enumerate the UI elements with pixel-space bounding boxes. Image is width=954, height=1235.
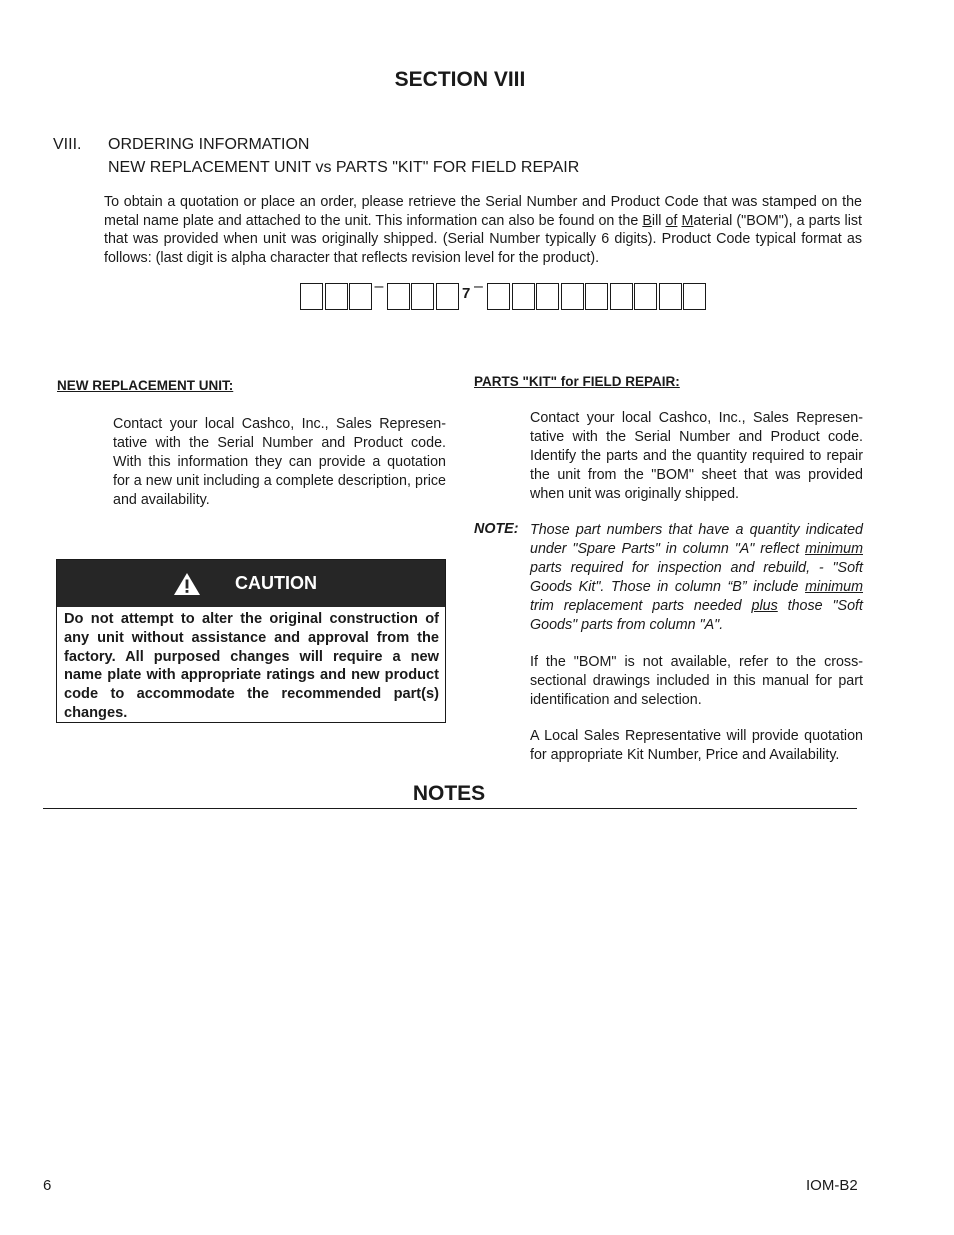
- code-digit-box: [387, 283, 410, 310]
- parts-kit-heading: PARTS "KIT" for FIELD REPAIR:: [474, 374, 680, 389]
- caution-title: CAUTION: [235, 573, 317, 593]
- warning-triangle-icon: [173, 572, 201, 596]
- notes-divider: [43, 808, 857, 809]
- heading-subtitle: NEW REPLACEMENT UNIT vs PARTS "KIT" FOR FIELD REPAIR: [108, 159, 580, 176]
- code-digit-box: [561, 283, 584, 310]
- code-digit-box: [585, 283, 608, 310]
- code-fixed-digit: 7: [462, 285, 471, 302]
- code-separator: –: [474, 278, 483, 295]
- product-code-format: [300, 278, 710, 311]
- heading-ordering-information: ORDERING INFORMATION: [108, 136, 310, 153]
- page-number: 6: [43, 1177, 52, 1194]
- code-digit-box: [634, 283, 657, 310]
- caution-header: [57, 560, 445, 607]
- new-replacement-unit-heading: NEW REPLACEMENT UNIT:: [57, 378, 234, 393]
- code-digit-box: [349, 283, 372, 310]
- section-title: SECTION VIII: [394, 68, 526, 91]
- code-digit-box: [436, 283, 459, 310]
- code-digit-box: [659, 283, 682, 310]
- heading-number: VIII.: [53, 136, 82, 153]
- code-digit-box: [683, 283, 706, 310]
- caution-box: [56, 559, 446, 723]
- parts-kit-text: Contact your local Cashco, Inc., Sales Represen-tative with the Serial Number and Product code. Identify the parts and the quantity required to repair the unit from the "BOM" sheet that was provided when unit was originally shipped.: [530, 410, 863, 502]
- code-digit-box: [411, 283, 434, 310]
- code-digit-box: [325, 283, 348, 310]
- document-id: IOM-B2: [806, 1177, 858, 1194]
- note-label: NOTE:: [474, 521, 519, 537]
- new-replacement-unit-text: Contact your local Cashco, Inc., Sales Represen-tative with the Serial Number and Product code. With this information they can provide a quotation for a new unit including a complete description, price and availability.: [113, 416, 446, 508]
- sales-rep-quotation-text: A Local Sales Representative will provide quotation for appropriate Kit Number, Price and Availability.: [530, 728, 863, 763]
- code-digit-box: [536, 283, 559, 310]
- caution-text: Do not attempt to alter the original construction of any unit without assistance and approval from the factory. All purposed changes will require a new name plate with appropriate ratings and new product code to accommodate the recommended part(s) changes.: [64, 611, 439, 721]
- intro-paragraph: To obtain a quotation or place an order, please retrieve the Serial Number and Product Code that was stamped on the metal name plate and attached to the unit. This information can also be found on the Bill of Material ("BOM"), a parts list that was provided when unit was originally shipped. (Serial Number typically 6 digits). Product Code typical format as follows: (last digit is alpha character that reflects revision level for the product).: [104, 194, 862, 266]
- note-text: Those part numbers that have a quantity indicated under "Spare Parts" in column "A" reflect minimum parts required for inspection and rebuild, - "Soft Goods Kit". Those in column “B” include minimum trim replacement parts needed plus those "Soft Goods" parts from column "A".: [530, 522, 863, 633]
- code-digit-box: [512, 283, 535, 310]
- code-separator: –: [374, 278, 384, 295]
- code-digit-box: [300, 283, 323, 310]
- code-digit-box: [610, 283, 633, 310]
- code-digit-box: [487, 283, 510, 310]
- notes-title: NOTES: [412, 782, 486, 805]
- bom-unavailable-text: If the "BOM" is not available, refer to the cross-sectional drawings included in this manual for part identification and selection.: [530, 654, 863, 708]
